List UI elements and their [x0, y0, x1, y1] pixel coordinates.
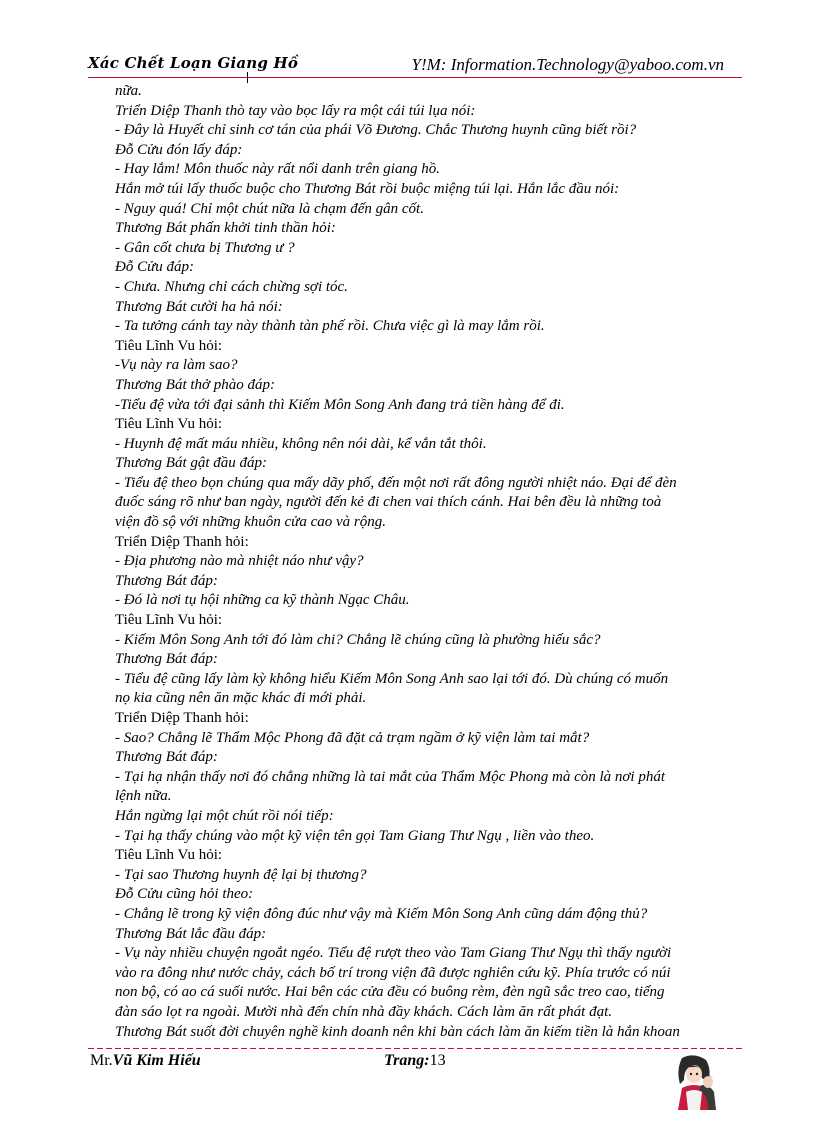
text-line: Đỗ Cửu đón lấy đáp: [115, 141, 243, 158]
text-line: - Gân cốt chưa bị Thương ư ? [115, 239, 295, 256]
text-line: Triển Diệp Thanh hỏi: [115, 533, 249, 550]
text-line: - Tiểu đệ theo bọn chúng qua mấy dãy phố, đến một nơi rất đông người nhiệt náo. Đại để đèn [115, 474, 677, 491]
text-line: Tiêu Lĩnh Vu hỏi: [115, 416, 223, 433]
text-line: Đỗ Cửu đáp: [115, 259, 195, 276]
text-line: nữa. [115, 83, 142, 99]
text-line: - Ta tưởng cánh tay này thành tàn phế rồi. Chưa việc gì là may lắm rồi. [115, 318, 545, 335]
header-divider [88, 77, 742, 78]
text-line: Tiêu Lĩnh Vu hỏi: [115, 337, 223, 354]
text-line: Thương Bát đáp: [115, 572, 218, 589]
text-line: Thương Bát cười ha hả nói: [115, 298, 283, 315]
text-line: - Sao? Chẳng lẽ Thẩm Mộc Phong đã đặt cả trạm ngầm ở kỹ viện làm tai mắt? [115, 729, 590, 746]
text-line: Thương Bát lắc đầu đáp: [115, 925, 267, 942]
footer-divider [88, 1048, 742, 1049]
text-line: - Đây là Huyết chỉ sinh cơ tán của phái Võ Đương. Chắc Thương huynh cũng biết rồi? [115, 122, 637, 139]
text-line: - Chẳng lẽ trong kỹ viện đông đúc như vậy mà Kiếm Môn Song Anh cũng dám động thủ? [115, 905, 648, 922]
text-line: Thương Bát gật đầu đáp: [115, 455, 268, 472]
text-line: - Tại hạ thấy chúng vào một kỹ viện tên gọi Tam Giang Thư Ngụ , liền vào theo. [115, 827, 595, 844]
body-text [115, 82, 727, 1042]
text-line: - Đó là nơi tụ hội những ca kỹ thành Ngạc Châu. [115, 592, 410, 609]
text-line: Thương Bát suốt đời chuyên nghề kinh doanh nên khi bàn cách làm ăn kiếm tiền là hắn khoan [115, 1023, 680, 1040]
author-name: Vũ Kim Hiếu [112, 1052, 201, 1069]
text-line: vào ra đông như nước chảy, cách bố trí trong viện đã được nghiên cứu kỹ. Phía trước có núi [115, 964, 671, 981]
page-number [384, 1052, 446, 1070]
text-line: -Vụ này ra làm sao? [115, 357, 238, 374]
text-line: viện đồ sộ với những khuôn cửa cao và rộng. [115, 514, 386, 531]
text-line: Thương Bát đáp: [115, 651, 218, 668]
book-title: Xác Chết Loạn Giang Hồ [88, 54, 299, 72]
text-line: - Tại sao Thương huynh đệ lại bị thương? [115, 866, 367, 883]
page-label: Trang: [384, 1052, 430, 1069]
text-line: - Nguy quá! Chỉ một chút nữa là chạm đến gân cốt. [115, 200, 424, 217]
page-number-value: 13 [429, 1052, 446, 1069]
text-line: - Chưa. Nhưng chỉ cách chừng sợi tóc. [115, 278, 348, 295]
text-line: - Tiểu đệ cũng lấy làm kỳ không hiểu Kiếm Môn Song Anh sao lại tới đó. Dù chúng có muốn [115, 670, 669, 687]
text-line: Thương Bát đáp: [115, 749, 218, 766]
text-line: Tiêu Lĩnh Vu hỏi: [115, 847, 223, 864]
text-line: - Tại hạ nhận thấy nơi đó chẳng những là tai mắt của Thẩm Mộc Phong mà còn là nơi phát [115, 768, 665, 785]
text-line: - Hay lắm! Môn thuốc này rất nổi danh trên giang hồ. [115, 161, 440, 178]
text-line: nọ kia cũng nên ăn mặc khác đi mới phải. [115, 690, 367, 707]
anime-couple-image [672, 1052, 718, 1110]
text-line: Hắn mở túi lấy thuốc buộc cho Thương Bát rồi buộc miệng túi lại. Hắn lắc đầu nói: [115, 180, 620, 197]
text-line: đàn sáo lọt ra ngoài. Mười nhà đến chín nhà đầy khách. Cách làm ăn rất phát đạt. [115, 1003, 612, 1020]
text-line: Thương Bát thở phào đáp: [115, 376, 276, 393]
text-line: - Địa phương nào mà nhiệt náo như vậy? [115, 553, 364, 570]
text-line: lệnh nữa. [115, 788, 172, 805]
text-line: non bộ, có ao cá suối nước. Hai bên các cửa đều có buông rèm, đèn ngũ sắc treo cao, tiếng [115, 984, 665, 1001]
text-line: Triển Diệp Thanh hỏi: [115, 710, 249, 726]
contact-email: Y!M: Information.Technology@yaboo.com.vn [411, 55, 724, 74]
text-line: - Huynh đệ mất máu nhiều, không nên nói dài, kể vắn tắt thôi. [115, 435, 487, 452]
text-line: Triển Diệp Thanh thò tay vào bọc lấy ra một cái túi lụa nói: [115, 102, 476, 119]
text-line: - Vụ này nhiều chuyện ngoắt ngéo. Tiểu đệ rượt theo vào Tam Giang Thư Ngụ thì thấy người [115, 945, 672, 962]
footer-author [90, 1052, 201, 1070]
text-line: đuốc sáng rõ như ban ngày, người đến kẻ đi chen vai thích cánh. Hai bên đều là những toà [115, 494, 662, 511]
text-line: Đỗ Cửu cũng hỏi theo: [115, 886, 254, 903]
text-line: - Kiếm Môn Song Anh tới đó làm chi? Chẳng lẽ chúng cũng là phường hiếu sắc? [115, 631, 601, 648]
text-line: Tiêu Lĩnh Vu hỏi: [115, 612, 223, 629]
text-line: -Tiểu đệ vừa tới đại sảnh thì Kiếm Môn Song Anh đang trả tiền hàng để đi. [115, 396, 565, 413]
text-line: Thương Bát phấn khởi tinh thần hỏi: [115, 220, 336, 237]
author-prefix: Mr. [90, 1052, 113, 1069]
text-line: Hắn ngừng lại một chút rồi nói tiếp: [115, 807, 334, 824]
